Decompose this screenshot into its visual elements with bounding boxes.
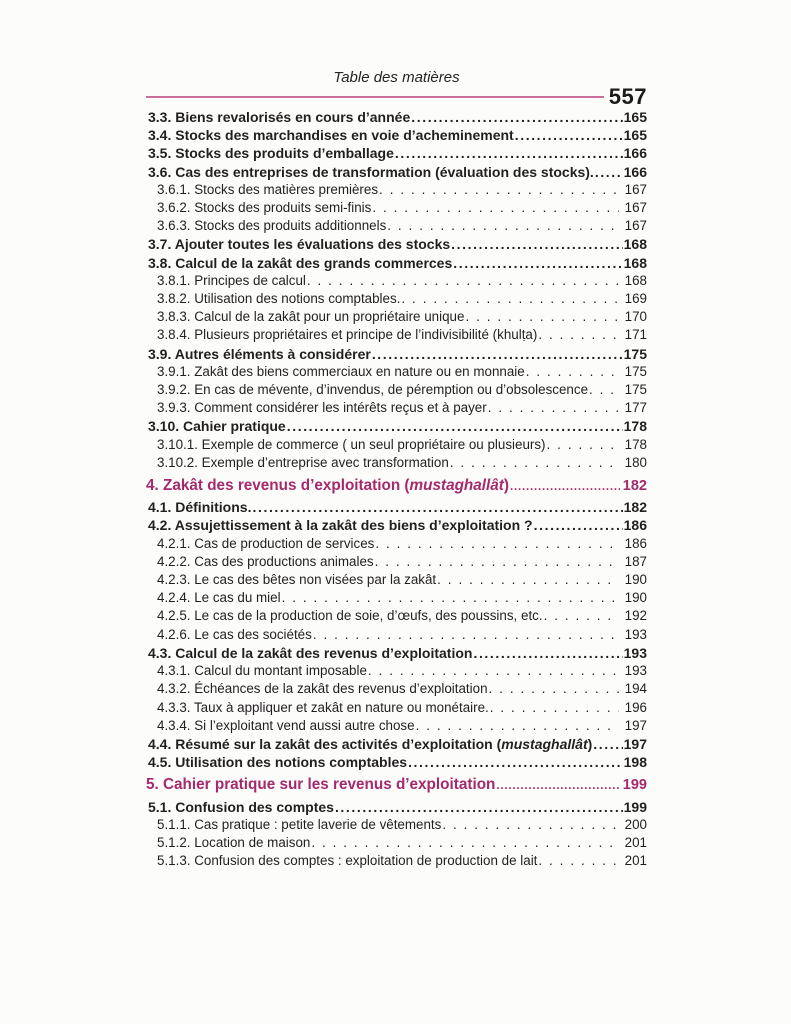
toc-entry-page: 170: [624, 309, 647, 325]
toc-dot-leader: [282, 589, 619, 607]
toc-entry-title: 5. Cahier pratique sur les revenus d’exploitation: [146, 776, 496, 794]
toc-entry-title: 4.3.4. Si l’exploitant vend aussi autre chose: [157, 717, 415, 733]
toc-entry-title: 3.3. Biens revalorisés en cours d’année: [148, 109, 411, 125]
toc-entry-page: 168: [624, 272, 647, 288]
toc-dot-leader: [372, 345, 623, 363]
toc-entry-page: 198: [623, 754, 647, 771]
toc-entry: [146, 626, 647, 644]
toc-entry: [146, 454, 647, 472]
toc-entry-page: 175: [624, 363, 647, 379]
toc-entry-page: 193: [624, 663, 647, 679]
toc-dot-leader: [589, 381, 619, 399]
toc-dot-leader: [451, 235, 622, 253]
toc-entry-page: 190: [624, 572, 647, 588]
toc-entry-page: 167: [624, 218, 647, 234]
toc-entry: [146, 254, 647, 272]
toc-dot-leader: [416, 717, 619, 735]
toc-entry-title: 3.8.4. Plusieurs propriétaires et principe de l’indivisibilité (khulṭa): [157, 327, 538, 343]
toc-entry-title: 3.10.2. Exemple d’entreprise avec transformation: [157, 454, 449, 470]
toc-entry: [146, 834, 647, 852]
toc-entry-page: 175: [623, 345, 647, 362]
toc-dot-leader: [395, 144, 623, 162]
toc-dot-leader: [372, 199, 618, 217]
toc-entry: [146, 717, 647, 735]
toc-entry-title: 3.8.2. Utilisation des notions comptables.: [157, 291, 401, 307]
toc-entry-title: 3.6.2. Stocks des produits semi-finis: [157, 200, 372, 216]
toc-dot-leader: [515, 126, 623, 144]
toc-dot-leader: [437, 571, 619, 589]
toc-entry-page: 165: [623, 109, 647, 125]
toc-entry: [146, 363, 647, 381]
toc-entry: [146, 436, 647, 454]
toc-entry: [146, 399, 647, 417]
toc-entry: [146, 607, 647, 625]
toc-entry: [146, 680, 647, 698]
toc-dot-leader: [411, 108, 622, 126]
toc-entry-page: 197: [623, 735, 647, 752]
toc-entry-title: 3.8.1. Principes de calcul: [157, 272, 306, 288]
toc-dot-leader: [510, 477, 620, 496]
toc-entry-page: 180: [624, 454, 647, 470]
toc-dot-leader: [335, 798, 623, 816]
toc-dot-leader: [473, 644, 622, 662]
toc-entry-page: 166: [623, 163, 647, 180]
toc-entry-title: 3.9. Autres éléments à considérer: [148, 345, 371, 362]
toc-entry-page: 197: [624, 717, 647, 733]
toc-dot-leader: [313, 626, 619, 644]
toc-entry-page: 187: [624, 553, 647, 569]
toc-entry-page: 199: [622, 777, 647, 794]
toc-entry-page: 168: [623, 236, 647, 253]
toc-entry-title: 4.2.5. Le cas de la production de soie, d’œufs, des poussins, etc.: [157, 608, 543, 624]
toc-entry: [146, 699, 647, 717]
toc-entry-title: 5.1.2. Location de maison: [157, 834, 311, 850]
toc-dot-leader: [442, 816, 618, 834]
toc-entry: [146, 753, 647, 771]
toc-entry-page: 169: [624, 291, 647, 307]
toc-entry: [146, 535, 647, 553]
toc-list: [146, 108, 647, 870]
toc-dot-leader: [593, 735, 622, 753]
toc-dot-leader: [450, 454, 619, 472]
header-rule: [146, 96, 604, 98]
toc-entry: [146, 345, 647, 363]
toc-entry-title: 4.2. Assujettissement à la zakât des biens d’exploitation ?: [148, 517, 533, 534]
toc-entry: [146, 571, 647, 589]
toc-entry: [146, 852, 647, 870]
toc-entry: [146, 662, 647, 680]
toc-dot-leader: [488, 399, 619, 417]
toc-entry-title: 3.6.3. Stocks des produits additionnels: [157, 218, 387, 234]
toc-dot-leader: [496, 776, 619, 795]
toc-entry-page: 182: [623, 499, 647, 516]
toc-entry-title: 4. Zakât des revenus d’exploitation (mustaghallât): [146, 477, 509, 495]
toc-entry-page: 200: [624, 816, 647, 832]
toc-dot-leader: [547, 436, 619, 454]
toc-entry-page: 167: [624, 200, 647, 216]
toc-entry-page: 201: [624, 834, 647, 850]
toc-entry: [146, 181, 647, 199]
toc-dot-leader: [490, 699, 619, 717]
toc-entry: [146, 553, 647, 571]
toc-entry: [146, 108, 647, 126]
toc-entry: [146, 516, 647, 534]
toc-entry: [146, 217, 647, 235]
toc-dot-leader: [311, 834, 618, 852]
toc-entry-page: 171: [624, 327, 647, 343]
toc-dot-leader: [252, 498, 622, 516]
toc-entry-title: 3.5. Stocks des produits d’emballage: [148, 145, 394, 162]
toc-entry: [146, 735, 647, 753]
toc-entry: [146, 644, 647, 662]
toc-dot-leader: [387, 217, 618, 235]
toc-entry: [146, 798, 647, 816]
toc-dot-leader: [489, 680, 619, 698]
toc-entry-page: 166: [623, 145, 647, 162]
toc-entry: [146, 290, 647, 308]
toc-entry-page: 182: [622, 478, 647, 495]
running-head: [146, 69, 647, 108]
toc-entry-title: 4.4. Résumé sur la zakât des activités d’exploitation (mustaghallât): [148, 735, 593, 752]
toc-entry-title: 3.8.3. Calcul de la zakât pour un propriétaire unique: [157, 309, 465, 325]
toc-entry-page: 201: [624, 853, 647, 869]
toc-entry-title: 4.3. Calcul de la zakât des revenus d’exploitation: [148, 644, 473, 661]
toc-entry: [146, 126, 647, 144]
page-number: 557: [608, 84, 647, 109]
toc-entry: [146, 816, 647, 834]
toc-entry-title: 3.6.1. Stocks des matières premières: [157, 181, 379, 197]
toc-entry-page: 186: [623, 517, 647, 534]
toc-entry-page: 192: [624, 608, 647, 624]
toc-entry-page: 199: [623, 798, 647, 815]
toc-entry-page: 178: [623, 418, 647, 435]
toc-entry-page: 165: [623, 127, 647, 144]
toc-entry-page: 178: [624, 436, 647, 452]
toc-entry: [146, 272, 647, 290]
toc-entry-title: 4.3.2. Échéances de la zakât des revenus d’exploitation: [157, 681, 488, 697]
toc-dot-leader: [526, 363, 619, 381]
toc-entry: [146, 235, 647, 253]
toc-entry-title: 4.2.3. Le cas des bêtes non visées par la zakât: [157, 572, 437, 588]
toc-dot-leader: [401, 290, 618, 308]
toc-entry-title: 3.7. Ajouter toutes les évaluations des stocks: [148, 236, 451, 253]
toc-entry-title: 3.10.1. Exemple de commerce ( un seul propriétaire ou plusieurs): [157, 436, 546, 452]
toc-entry-page: 168: [623, 254, 647, 271]
toc-dot-leader: [595, 163, 623, 181]
toc-entry-title: 4.2.6. Le cas des sociétés: [157, 626, 312, 642]
toc-entry-page: 194: [624, 681, 647, 697]
toc-entry-title: 5.1. Confusion des comptes: [148, 798, 334, 815]
toc-entry-title: 4.5. Utilisation des notions comptables: [148, 754, 408, 771]
toc-dot-leader: [375, 553, 619, 571]
toc-entry-title: 3.9.3. Comment considérer les intérêts reçus et à payer: [157, 400, 487, 416]
toc-entry: [146, 776, 647, 795]
page-header-title: Table des matières: [333, 69, 460, 86]
toc-dot-leader: [287, 417, 623, 435]
toc-dot-leader: [307, 272, 619, 290]
toc-entry: [146, 199, 647, 217]
toc-entry-page: 190: [624, 590, 647, 606]
toc-dot-leader: [453, 254, 622, 272]
toc-entry-page: 175: [624, 382, 647, 398]
toc-dot-leader: [375, 535, 618, 553]
toc-entry-title: 3.4. Stocks des marchandises en voie d’acheminement: [148, 127, 514, 144]
toc-entry-title: 5.1.1. Cas pratique : petite laverie de vêtements: [157, 816, 442, 832]
toc-dot-leader: [534, 516, 623, 534]
toc-dot-leader: [465, 308, 618, 326]
toc-entry-page: 196: [624, 699, 647, 715]
toc-entry-title: 3.6. Cas des entreprises de transformation (évaluation des stocks).: [148, 163, 594, 180]
toc-entry: [146, 144, 647, 162]
toc-entry: [146, 381, 647, 399]
toc-dot-leader: [379, 181, 619, 199]
toc-entry-title: 4.3.1. Calcul du montant imposable: [157, 663, 367, 679]
toc-entry: [146, 308, 647, 326]
toc-entry-title: 4.3.3. Taux à appliquer et zakât en nature ou monétaire.: [157, 699, 489, 715]
toc-entry: [146, 417, 647, 435]
toc-dot-leader: [538, 326, 618, 344]
toc-entry: [146, 498, 647, 516]
toc-dot-leader: [408, 753, 623, 771]
toc-entry: [146, 477, 647, 496]
toc-entry-title: 4.2.1. Cas de production de services: [157, 535, 375, 551]
toc-entry-title: 5.1.3. Confusion des comptes : exploitation de production de lait: [157, 853, 538, 869]
toc-entry-title: 3.9.2. En cas de mévente, d’invendus, de péremption ou d’obsolescence: [157, 382, 589, 398]
toc-entry: [146, 589, 647, 607]
toc-entry-page: 193: [623, 644, 647, 661]
toc-entry-title: 3.10. Cahier pratique: [148, 418, 286, 435]
toc-dot-leader: [368, 662, 619, 680]
toc-entry: [146, 326, 647, 344]
toc-entry: [146, 163, 647, 181]
toc-entry-page: 177: [624, 400, 647, 416]
toc-dot-leader: [544, 607, 619, 625]
toc-entry-title: 4.1. Définitions.: [148, 499, 252, 516]
header-rule-row: [146, 86, 647, 108]
toc-entry-page: 193: [624, 626, 647, 642]
toc-entry-title: 4.2.2. Cas des productions animales: [157, 553, 374, 569]
toc-entry-title: 4.2.4. Le cas du miel: [157, 590, 281, 606]
toc-dot-leader: [538, 852, 618, 870]
toc-entry-page: 186: [624, 535, 647, 551]
toc-entry-title: 3.9.1. Zakât des biens commerciaux en nature ou en monnaie: [157, 363, 525, 379]
toc-entry-title: 3.8. Calcul de la zakât des grands commerces: [148, 254, 453, 271]
toc-entry-page: 167: [624, 181, 647, 197]
